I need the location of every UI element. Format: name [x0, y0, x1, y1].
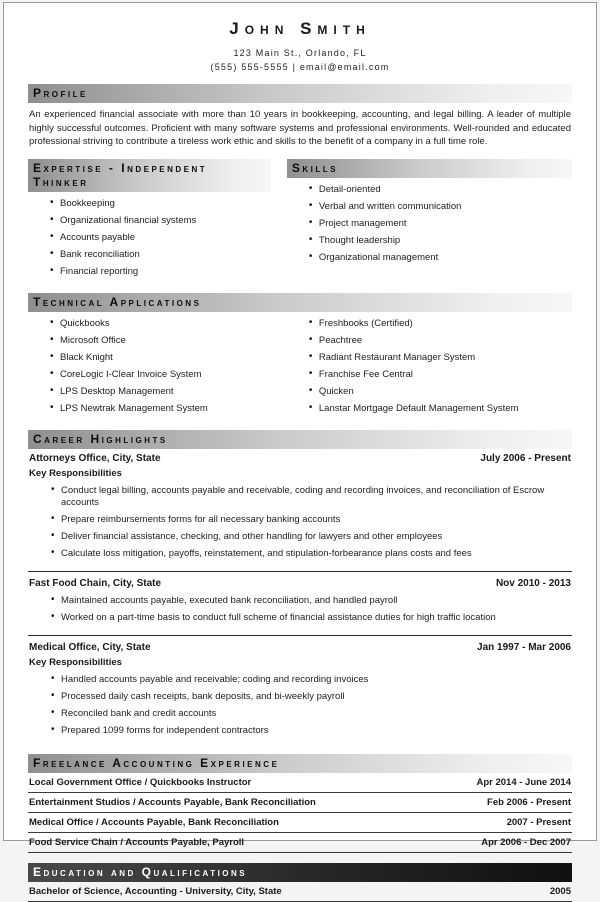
job-employer: Medical Office, City, State	[29, 641, 151, 653]
job-bullet: • Prepared 1099 forms for independent contractors	[51, 725, 571, 737]
resume-header	[28, 19, 572, 74]
technical-list-left	[28, 318, 271, 415]
job-entry	[28, 571, 572, 631]
freelance-role: Local Government Office / Quickbooks Instructor	[29, 776, 252, 788]
job-bullet: • Worked on a part-time basis to conduct full scheme of financial assistance duties for high traffic location	[51, 612, 571, 624]
freelance-dates: Apr 2006 - Dec 2007	[481, 836, 571, 848]
job-employer: Fast Food Chain, City, State	[29, 577, 162, 589]
job-bullet-list	[29, 485, 571, 560]
section-bar-career: Career Highlights	[28, 430, 572, 449]
freelance-row	[28, 813, 572, 833]
list-item: • Detail-oriented	[309, 184, 572, 196]
section-bar-skills: Skills	[287, 159, 572, 178]
section-bar-education: Education and Qualifications	[28, 863, 572, 882]
freelance-row	[28, 773, 572, 793]
freelance-section	[28, 754, 572, 853]
list-item: • Black Knight	[50, 352, 271, 364]
education-year: 2005	[549, 885, 571, 897]
education-row	[28, 882, 572, 902]
technical-columns	[28, 312, 572, 420]
education-degree: Bachelor of Science, Accounting - University, City, State	[29, 885, 282, 897]
skills-section	[287, 149, 572, 283]
list-item: • Thought leadership	[309, 235, 572, 247]
job-bullet: • Calculate loss mitigation, payoffs, reinstatement, and stipulation-forbearance plans costs and fees	[51, 548, 571, 560]
job-bullet-list	[29, 674, 571, 737]
list-item: • Freshbooks (Certified)	[309, 318, 572, 330]
section-bar-expertise: Expertise - Independent Thinker	[28, 159, 271, 192]
job-header	[29, 578, 571, 589]
list-item: • Project management	[309, 218, 572, 230]
list-item: • Radiant Restaurant Manager System	[309, 352, 572, 364]
profile-section	[28, 84, 572, 149]
freelance-role: Medical Office / Accounts Payable, Bank Reconciliation	[29, 816, 279, 828]
technical-list-right	[287, 318, 572, 415]
list-item: • Accounts payable	[50, 232, 271, 244]
list-item: • LPS Newtrak Management System	[50, 403, 271, 415]
person-name: John Smith	[229, 19, 371, 38]
job-bullet: • Reconciled bank and credit accounts	[51, 708, 571, 720]
freelance-row	[28, 833, 572, 853]
list-item: • Quickbooks	[50, 318, 271, 330]
job-bullet: • Maintained accounts payable, executed bank reconciliation, and handled payroll	[51, 595, 571, 607]
list-item: • Financial reporting	[50, 266, 271, 278]
expertise-section	[28, 149, 271, 283]
list-item: • Organizational financial systems	[50, 215, 271, 227]
section-bar-profile: Profile	[28, 84, 572, 103]
freelance-dates: Feb 2006 - Present	[487, 796, 571, 808]
freelance-dates: Apr 2014 - June 2014	[476, 776, 571, 788]
list-item: • Organizational management	[309, 252, 572, 264]
list-item: • Verbal and written communication	[309, 201, 572, 213]
freelance-row	[28, 793, 572, 813]
address-line: 123 Main St., Orlando, FL	[233, 48, 367, 58]
job-entry	[28, 449, 572, 567]
skills-list	[287, 184, 572, 264]
technical-left-column	[28, 312, 271, 420]
job-header	[29, 453, 571, 464]
freelance-role: Food Service Chain / Accounts Payable, Payroll	[29, 836, 245, 848]
contact-line: (555) 555-5555 | email@email.com	[210, 62, 390, 72]
career-section	[28, 430, 572, 744]
list-item: • Microsoft Office	[50, 335, 271, 347]
job-bullet: • Handled accounts payable and receivable; coding and recording invoices	[51, 674, 571, 686]
technical-right-column	[287, 312, 572, 420]
freelance-role: Entertainment Studios / Accounts Payable, Bank Reconciliation	[29, 796, 316, 808]
list-item: • LPS Desktop Management	[50, 386, 271, 398]
expertise-skills-columns	[28, 149, 572, 283]
list-item: • Bookkeeping	[50, 198, 271, 210]
job-subheading: Key Responsibilities	[29, 656, 122, 668]
list-item: • Lanstar Mortgage Default Management System	[309, 403, 572, 415]
job-entry	[28, 635, 572, 744]
job-dates: Jan 1997 - Mar 2006	[477, 641, 571, 653]
expertise-list	[28, 198, 271, 278]
resume-page	[3, 2, 597, 897]
job-header	[29, 642, 571, 653]
job-dates: Nov 2010 - 2013	[495, 577, 571, 589]
job-bullet: • Processed daily cash receipts, bank deposits, and bi-weekly payroll	[51, 691, 571, 703]
profile-text: An experienced financial associate with more than 10 years in bookkeeping, accounting, and legal billing. A leader of multiple highly successful outcomes. Proficient with many software systems and professional environments. Well-rounded and educated professional striving to contribute a tireless work ethic and skills to the benefit of a company in a full time role.	[29, 109, 571, 147]
list-item: • Franchise Fee Central	[309, 369, 572, 381]
job-dates: July 2006 - Present	[480, 452, 571, 464]
freelance-dates: 2007 - Present	[506, 816, 571, 828]
list-item: • Peachtree	[309, 335, 572, 347]
list-item: • CoreLogic I-Clear Invoice System	[50, 369, 271, 381]
list-item: • Bank reconciliation	[50, 249, 271, 261]
section-bar-technical: Technical Applications	[28, 293, 572, 312]
job-subheading: Key Responsibilities	[29, 467, 122, 479]
job-bullet: • Deliver financial assistance, checking, and other handling for lawyers and other employees	[51, 531, 571, 543]
job-bullet: • Conduct legal billing, accounts payable and receivable, coding and recording invoices, and reconciliation of Escrow accounts	[51, 485, 571, 509]
technical-section	[28, 293, 572, 420]
education-section	[28, 863, 572, 902]
job-employer: Attorneys Office, City, State	[29, 452, 161, 464]
section-bar-freelance: Freelance Accounting Experience	[28, 754, 572, 773]
job-bullet: • Prepare reimbursements forms for all necessary banking accounts	[51, 514, 571, 526]
list-item: • Quicken	[309, 386, 572, 398]
job-bullet-list	[29, 595, 571, 624]
